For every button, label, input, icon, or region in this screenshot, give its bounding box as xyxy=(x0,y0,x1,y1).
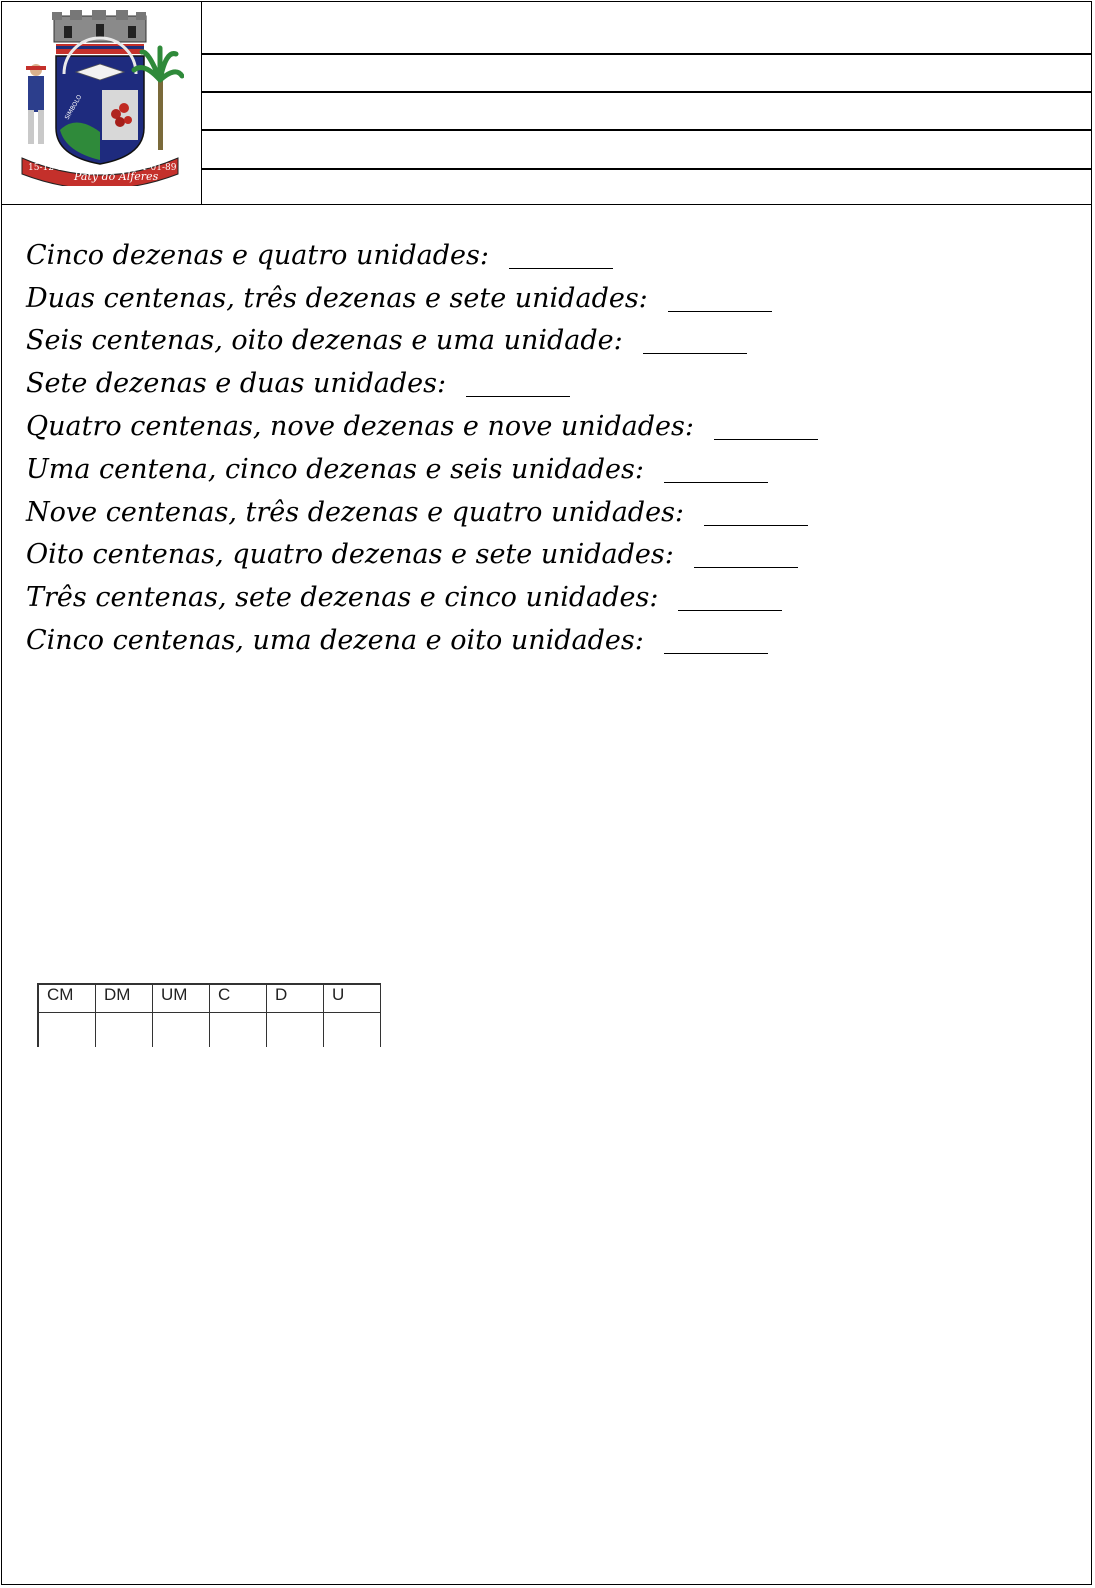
header-divider xyxy=(201,91,1091,93)
logo-date-left: 15-12-87 xyxy=(28,163,69,173)
place-value-table xyxy=(37,983,381,1047)
answer-blank[interactable] xyxy=(664,627,768,654)
exercise-prompt: Seis centenas, oito dezenas e uma unidade: xyxy=(26,325,623,357)
exercise-prompt: Uma centena, cinco dezenas e seis unidades: xyxy=(26,453,644,485)
exercise-item xyxy=(26,491,1066,534)
answer-cell-um[interactable] xyxy=(153,1013,210,1048)
answer-cell-dm[interactable] xyxy=(96,1013,153,1048)
logo-cell xyxy=(2,2,202,204)
worksheet-header xyxy=(2,2,1091,205)
exercise-item xyxy=(26,362,1066,405)
exercise-prompt: Nove centenas, três dezenas e quatro unidades: xyxy=(26,496,685,528)
answer-cell-cm[interactable] xyxy=(38,1013,96,1048)
exercise-item xyxy=(26,405,1066,448)
answer-cell-d[interactable] xyxy=(267,1013,324,1048)
answer-cell-u[interactable] xyxy=(324,1013,381,1048)
exercise-item xyxy=(26,619,1066,662)
place-value-header-row xyxy=(38,984,381,1013)
answer-blank[interactable] xyxy=(714,413,818,440)
answer-blank[interactable] xyxy=(678,584,782,611)
exercise-item xyxy=(26,534,1066,577)
exercise-prompt: Cinco dezenas e quatro unidades: xyxy=(26,239,489,271)
logo-city-name: Paty do Alferes xyxy=(74,170,159,183)
column-header-c: C xyxy=(210,984,267,1013)
column-header-dm: DM xyxy=(96,984,153,1013)
header-divider xyxy=(201,129,1091,131)
answer-blank[interactable] xyxy=(509,242,613,269)
header-field-4[interactable] xyxy=(207,133,1087,167)
answer-blank[interactable] xyxy=(466,370,570,397)
exercise-prompt: Oito centenas, quatro dezenas e sete unidades: xyxy=(26,539,674,571)
logo-date-right: 01-01-89 xyxy=(136,163,177,173)
answer-blank[interactable] xyxy=(704,499,808,526)
exercise-prompt: Cinco centenas, uma dezena e oito unidades: xyxy=(26,625,644,657)
header-field-3[interactable] xyxy=(207,95,1087,129)
exercise-list xyxy=(26,234,1066,662)
exercise-prompt: Sete dezenas e duas unidades: xyxy=(26,368,447,400)
exercise-item xyxy=(26,320,1066,363)
answer-blank[interactable] xyxy=(694,541,798,568)
column-header-cm: CM xyxy=(38,984,96,1013)
column-header-u: U xyxy=(324,984,381,1013)
municipal-coat-of-arms-icon xyxy=(16,10,184,186)
header-divider xyxy=(201,53,1091,55)
exercise-item xyxy=(26,576,1066,619)
exercise-prompt: Duas centenas, três dezenas e sete unidades: xyxy=(26,282,648,314)
exercise-prompt: Quatro centenas, nove dezenas e nove unidades: xyxy=(26,411,694,443)
answer-cell-c[interactable] xyxy=(210,1013,267,1048)
answer-blank[interactable] xyxy=(643,327,747,354)
place-value-answer-row xyxy=(38,1013,381,1048)
header-field-2[interactable] xyxy=(207,57,1087,91)
worksheet-page xyxy=(1,1,1092,1585)
logo-motto: SIMBOLO xyxy=(63,93,84,121)
exercise-item xyxy=(26,277,1066,320)
exercise-item xyxy=(26,448,1066,491)
answer-blank[interactable] xyxy=(668,285,772,312)
column-header-d: D xyxy=(267,984,324,1013)
exercise-prompt: Três centenas, sete dezenas e cinco unidades: xyxy=(26,582,659,614)
answer-blank[interactable] xyxy=(664,456,768,483)
column-header-um: UM xyxy=(153,984,210,1013)
exercise-item xyxy=(26,234,1066,277)
header-field-5[interactable] xyxy=(207,170,1087,204)
header-field-1[interactable] xyxy=(207,18,1087,52)
